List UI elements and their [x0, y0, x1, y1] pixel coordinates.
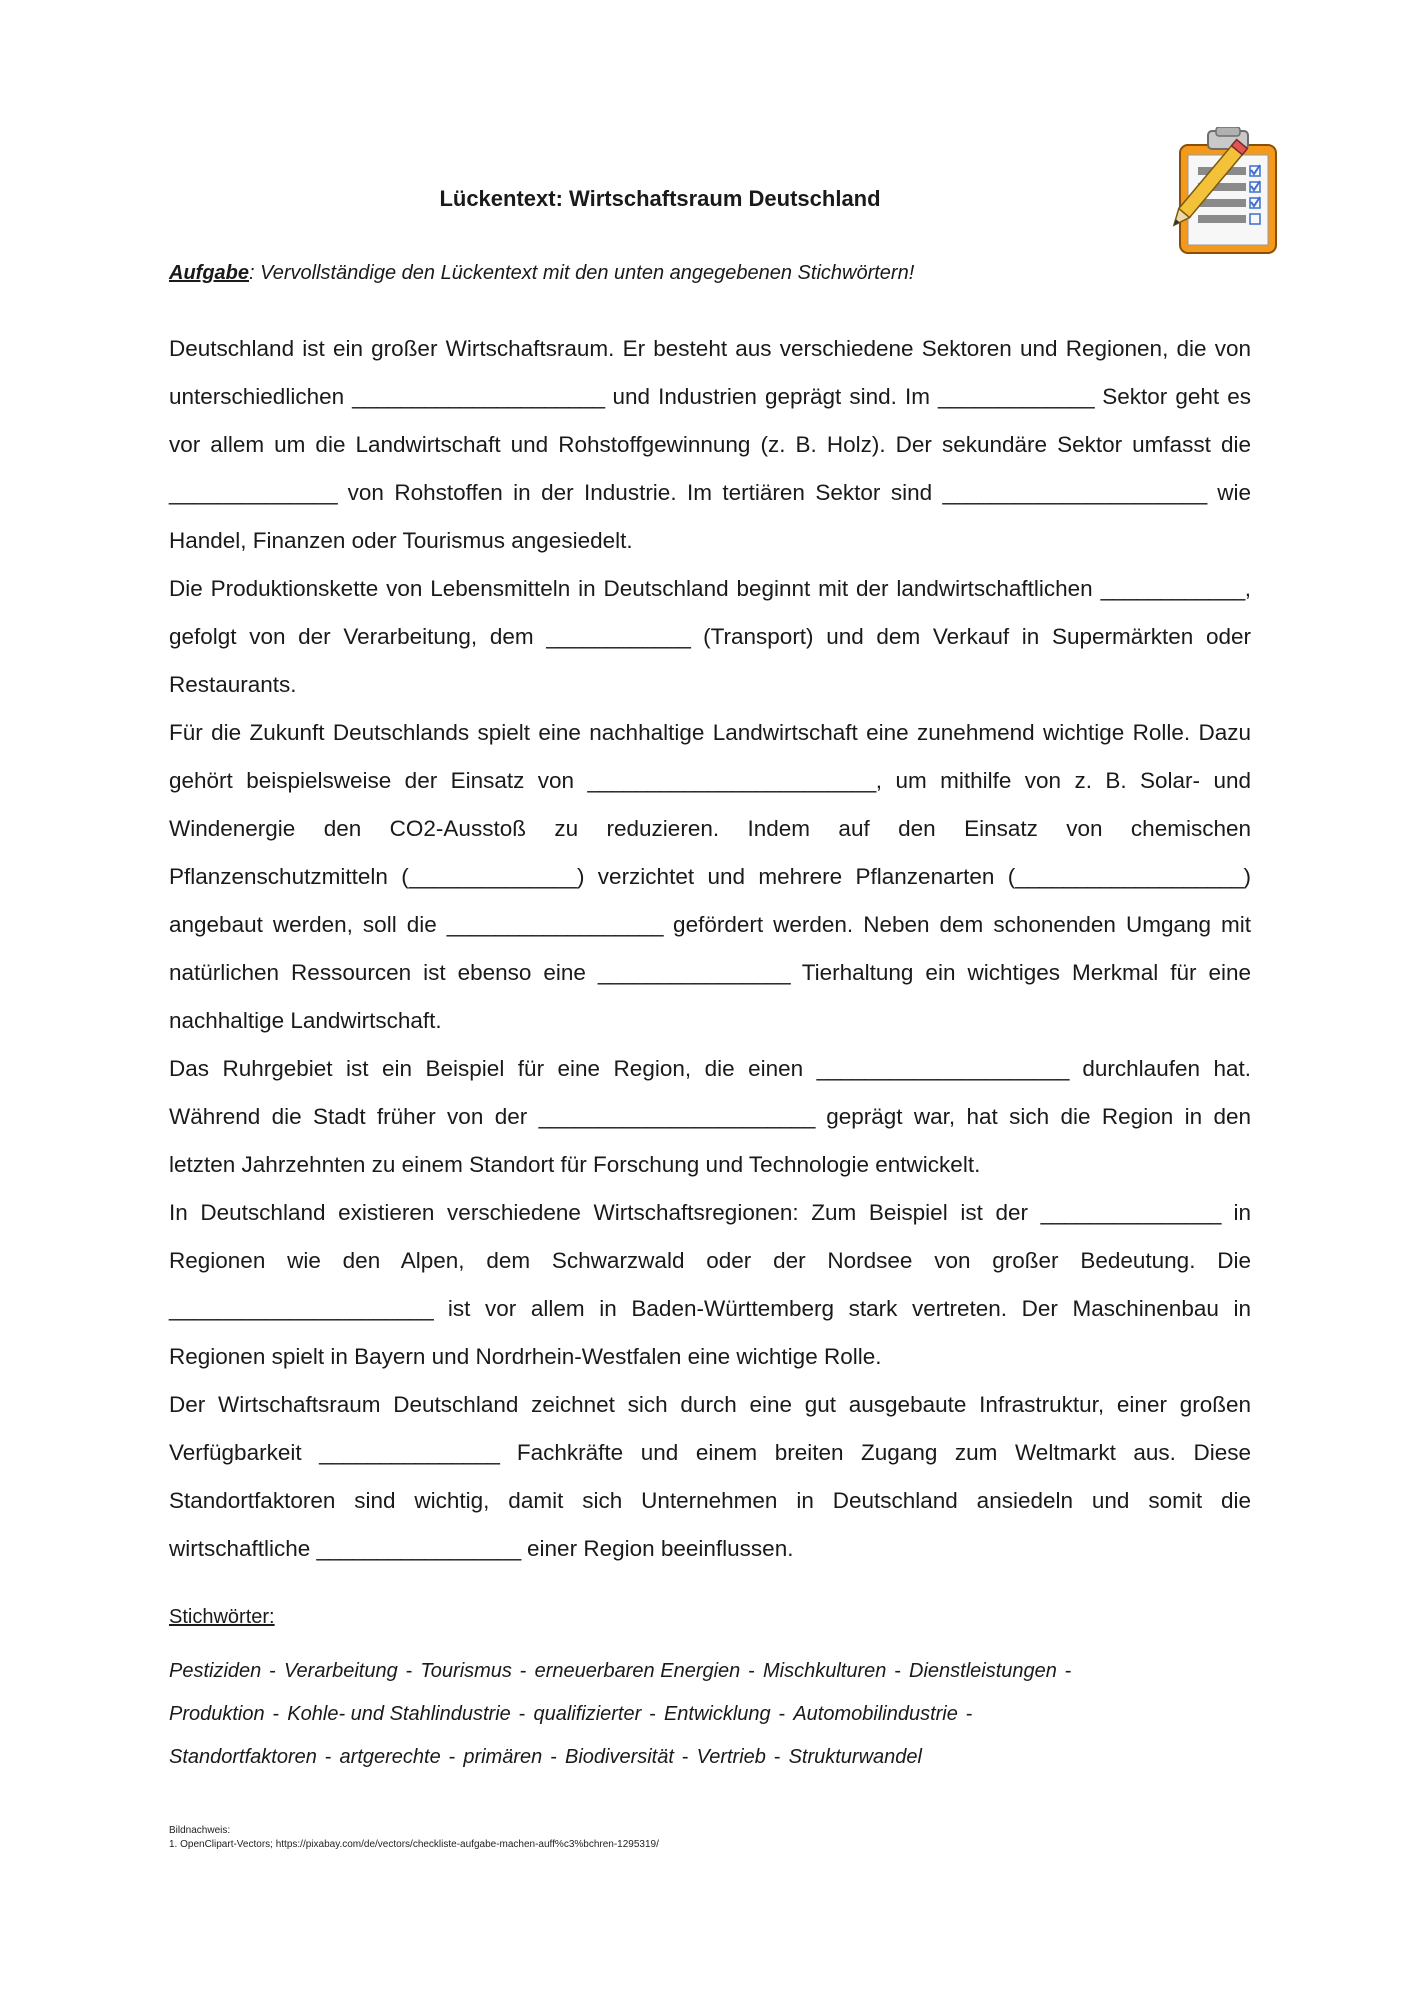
keyword: Entwicklung	[663, 1703, 771, 1725]
paragraph	[169, 325, 1251, 565]
keyword: Verarbeitung	[283, 1660, 398, 1682]
keyword-separator: -	[550, 1746, 557, 1768]
task-instruction	[169, 262, 914, 285]
keyword: erneuerbaren Energien	[534, 1660, 741, 1682]
gap-blank: _______________________	[538, 1104, 815, 1129]
gap-blank: _____________	[938, 384, 1095, 409]
text-segment: Die Produktionskette von Lebensmitteln in Deutschland beginnt mit der landwirtschaftlichen	[169, 576, 1101, 601]
gap-blank: ________________________	[587, 768, 876, 793]
text-segment: einer Region beeinflussen.	[520, 1536, 794, 1561]
keyword-separator: -	[894, 1660, 902, 1682]
credits-heading: Bildnachweis:	[169, 1825, 231, 1836]
keyword: Dienstleistungen	[909, 1660, 1057, 1682]
gap-blank: _____________________	[816, 1056, 1069, 1081]
keyword-separator: -	[748, 1660, 755, 1682]
cloze-text	[169, 325, 1251, 1573]
keyword: artgerechte	[339, 1746, 441, 1768]
keyword-separator: -	[272, 1703, 280, 1725]
text-segment: wie Handel, Finanzen oder Tourismus angesiedelt.	[169, 480, 1251, 553]
text-segment: , gefolgt von der Verarbeitung, dem	[169, 576, 1251, 649]
keyword: Tourismus	[420, 1660, 512, 1682]
keyword-separator: -	[778, 1703, 786, 1725]
keyword: Automobilindustrie	[793, 1703, 958, 1725]
task-text: : Vervollständige den Lückentext mit den unten angegebenen Stichwörtern!	[249, 262, 915, 284]
text-segment: Der Wirtschaftsraum Deutschland zeichnet sich durch eine gut ausgebaute Infrastruktur, einer großen Verfügbarkeit	[169, 1392, 1251, 1465]
keyword-separator: -	[1064, 1660, 1072, 1682]
keyword-separator: -	[773, 1746, 781, 1768]
text-segment: und Industrien geprägt sind. Im	[604, 384, 939, 409]
text-segment: Tierhaltung ein wichtiges Merkmal für eine nachhaltige Landwirtschaft.	[169, 960, 1251, 1033]
keyword-separator: -	[519, 1660, 527, 1682]
text-segment: Deutschland ist ein großer Wirtschaftsraum. Er besteht aus verschiedene Sektoren und Regionen, die von unterschiedlichen	[169, 336, 1251, 409]
keyword: Produktion	[169, 1703, 265, 1725]
keywords-heading: Stichwörter:	[169, 1606, 275, 1628]
text-segment: Für die Zukunft Deutschlands spielt eine nachhaltige Landwirtschaft eine zunehmend wichtige Rolle. Dazu gehört beispielsweise der Einsatz von	[169, 720, 1251, 793]
keyword-separator: -	[649, 1703, 656, 1725]
task-label: Aufgabe	[169, 262, 249, 284]
text-segment: (Transport) und dem Verkauf in Supermärkten oder Restaurants.	[169, 624, 1251, 697]
text-segment: in Regionen wie den Alpen, dem Schwarzwald oder der Nordsee von großer Bedeutung. Die	[169, 1200, 1251, 1273]
image-credits	[169, 1824, 659, 1852]
text-segment: geprägt war, hat sich die Region in den letzten Jahrzehnten zu einem Standort für Forschung und Technologie entwickelt.	[169, 1104, 1251, 1177]
gap-blank: ________________	[597, 960, 791, 985]
paragraph	[169, 709, 1251, 1045]
gap-blank: __________________	[446, 912, 664, 937]
text-segment: ) angebaut werden, soll die	[169, 864, 1251, 937]
keyword: Vertrieb	[696, 1746, 766, 1768]
keyword-separator: -	[965, 1703, 973, 1725]
keyword: primären	[463, 1746, 543, 1768]
paragraph	[169, 1189, 1251, 1381]
text-segment: durchlaufen hat. Während die Stadt früher von der	[169, 1056, 1251, 1129]
keyword-separator: -	[405, 1660, 413, 1682]
credit-item: 1. OpenClipart-Vectors; https://pixabay.com/de/vectors/checkliste-aufgabe-machen-auff%c3%bchren-1295319/	[169, 1839, 659, 1850]
gap-blank: _______________	[319, 1440, 500, 1465]
keyword: Strukturwandel	[788, 1746, 922, 1768]
keyword: Biodiversität	[564, 1746, 674, 1768]
text-segment: ist vor allem in Baden-Württemberg stark vertreten. Der Maschinenbau in Regionen spielt in Bayern und Nordrhein-Westfalen eine wichtige Rolle.	[169, 1296, 1251, 1369]
gap-blank: ____________	[1100, 576, 1245, 601]
text-segment: Fachkräfte und einem breiten Zugang zum Weltmarkt aus. Diese Standortfaktoren sind wichtig, damit sich Unternehmen in Deutschland ansiedeln und somit die wirtschaftliche	[169, 1440, 1251, 1561]
text-segment: Das Ruhrgebiet ist ein Beispiel für eine Region, die einen	[169, 1056, 817, 1081]
keyword-line	[169, 1693, 1251, 1736]
gap-blank: ___________________	[1015, 864, 1244, 889]
gap-blank: ____________	[546, 624, 691, 649]
keyword: Mischkulturen	[762, 1660, 887, 1682]
gap-blank: ______________	[169, 480, 338, 505]
paragraph	[169, 565, 1251, 709]
worksheet-title: Lückentext: Wirtschaftsraum Deutschland	[439, 186, 881, 211]
keyword-separator: -	[324, 1746, 332, 1768]
gap-blank: _________________	[316, 1536, 521, 1561]
gap-blank: ______________	[408, 864, 577, 889]
text-segment: , um mithilfe von z. B. Solar- und Windenergie den CO2-Ausstoß zu reduzieren. Indem auf den Einsatz von chemischen Pflanzenschutzmitteln (	[169, 768, 1251, 889]
gap-blank: ______________________	[942, 480, 1207, 505]
text-segment: ) verzichtet und mehrere Pflanzenarten (	[576, 864, 1016, 889]
text-segment: gefördert werden. Neben dem schonenden Umgang mit natürlichen Ressourcen ist ebenso eine	[169, 912, 1252, 985]
keyword-separator: -	[518, 1703, 526, 1725]
clipboard-checklist-icon	[1166, 127, 1284, 257]
keyword: qualifizierter	[533, 1703, 642, 1725]
gap-blank: ______________________	[169, 1296, 434, 1321]
gap-blank: _______________	[1040, 1200, 1221, 1225]
text-segment: Sektor geht es vor allem um die Landwirtschaft und Rohstoffgewinnung (z. B. Holz). Der sekundäre Sektor umfasst die	[169, 384, 1251, 457]
gap-blank: _____________________	[352, 384, 605, 409]
keyword-separator: -	[448, 1746, 456, 1768]
paragraph	[169, 1045, 1251, 1189]
keyword: Pestiziden	[169, 1660, 262, 1682]
keyword-line	[169, 1650, 1251, 1693]
keyword-separator: -	[269, 1660, 276, 1682]
text-segment: In Deutschland existieren verschiedene Wirtschaftsregionen: Zum Beispiel ist der	[169, 1200, 1041, 1225]
paragraph	[169, 1381, 1251, 1573]
keyword-separator: -	[681, 1746, 689, 1768]
keywords-list	[169, 1650, 1251, 1779]
keyword: Standortfaktoren	[169, 1746, 317, 1768]
text-segment: von Rohstoffen in der Industrie. Im tertiären Sektor sind	[337, 480, 943, 505]
keyword: Kohle- und Stahlindustrie	[287, 1703, 511, 1725]
keyword-line	[169, 1736, 1251, 1779]
